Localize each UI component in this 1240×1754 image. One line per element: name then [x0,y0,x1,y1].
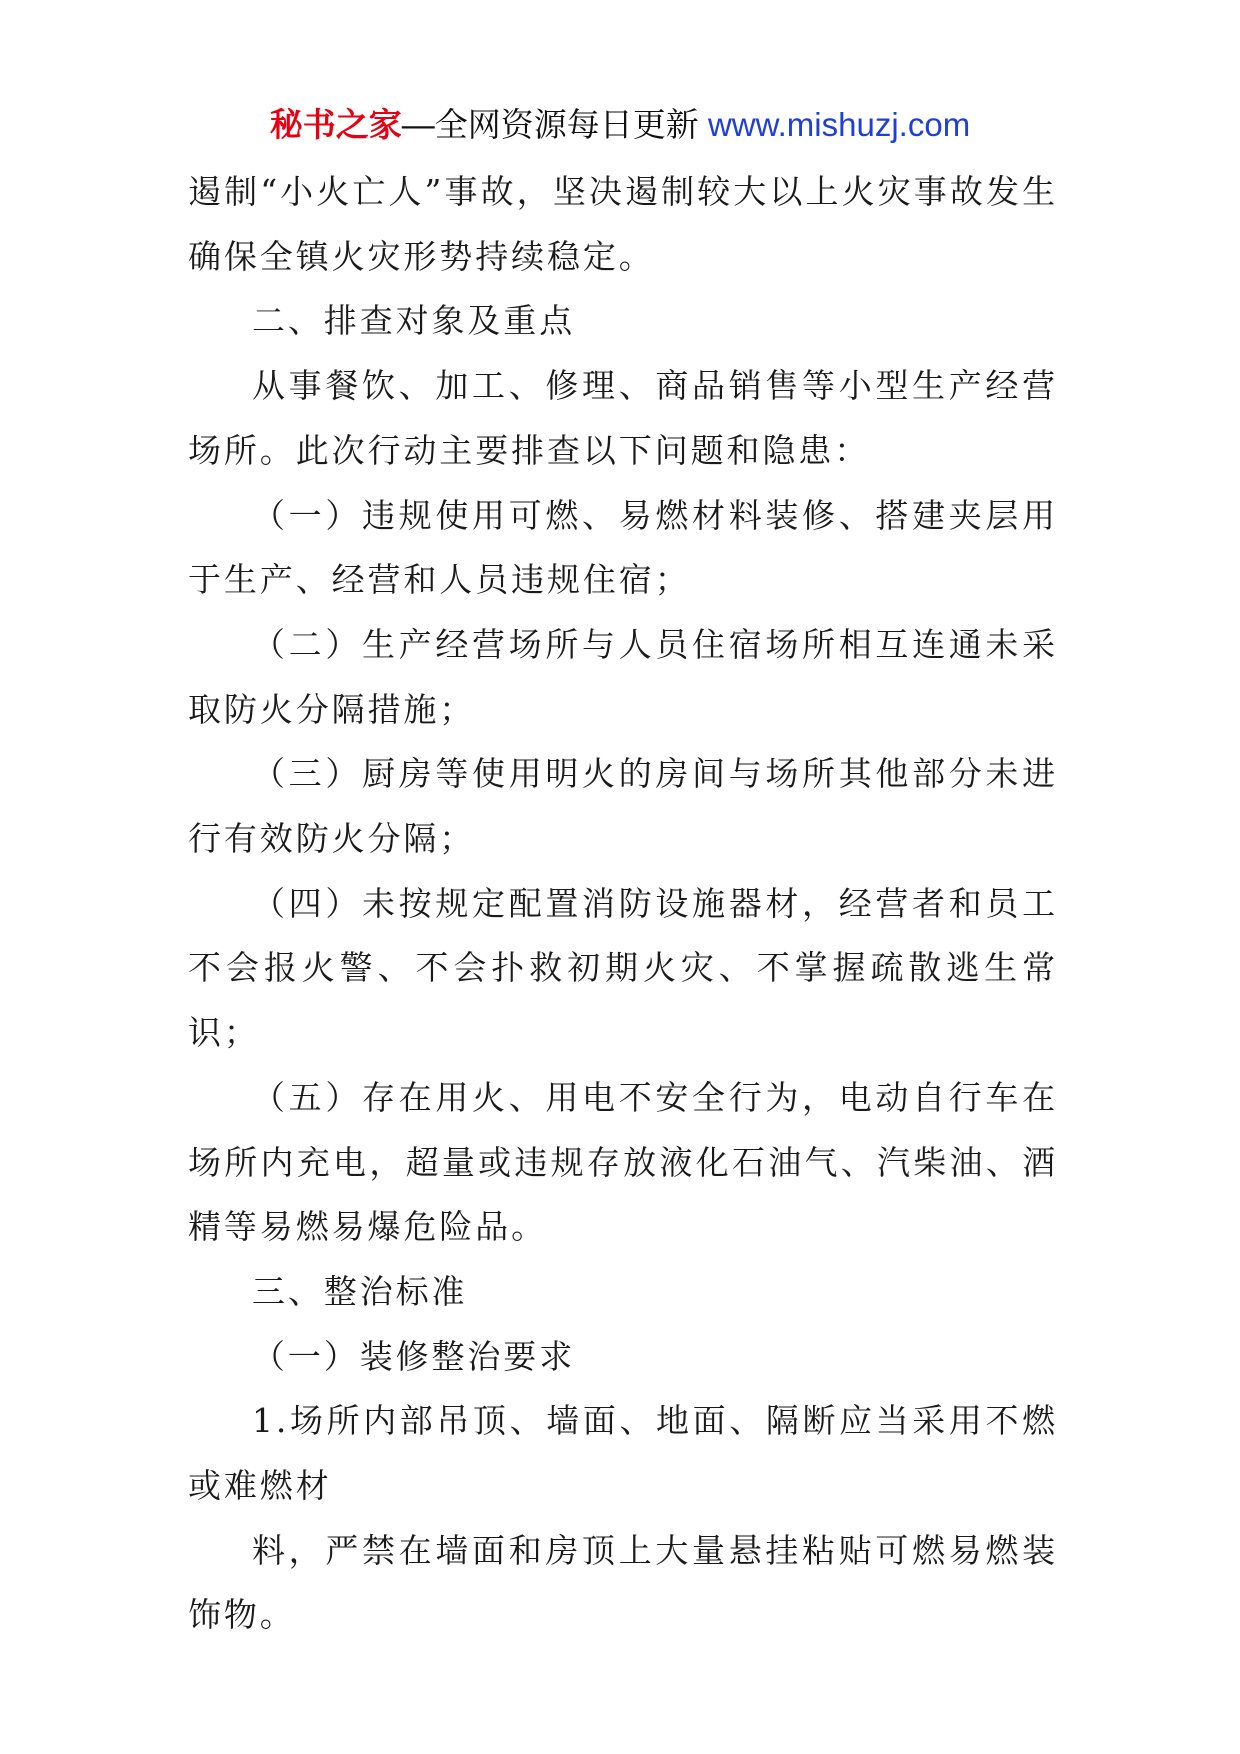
site-header [0,103,1240,147]
subsection-heading-1: （一）装修整治要求 [252,1336,576,1376]
document-body [188,160,1058,1648]
list-item-1: （一）违规使用可燃、易燃材料装修、搭建夹层用于生产、经营和人员违规住宿； [188,495,1058,600]
section-heading-3: 三、整治标准 [252,1271,468,1311]
paragraph-intro-continuation: 遏制“小火亡人”事故，坚决遏制较大以上火灾事故发生确保全镇火灾形势持续稳定。 [188,172,1058,276]
site-slogan: —全网资源每日更新 [401,106,699,143]
site-brand: 秘书之家 [269,106,402,143]
list-item-5: （五）存在用火、用电不安全行为，电动自行车在场所内充电，超量或违规存放液化石油气、汽柴油、酒精等易燃易爆危险品。 [188,1077,1058,1247]
list-item-2: （二）生产经营场所与人员住宿场所相互连通未采取防火分隔措施； [188,624,1058,729]
paragraph-scope: 从事餐饮、加工、修理、商品销售等小型生产经营场所。此次行动主要排查以下问题和隐患： [188,366,1058,470]
list-item-4: （四）未按规定配置消防设施器材，经营者和员工不会报火警、不会扑救初期火灾、不掌握疏散逃生常识； [188,883,1058,1053]
site-url-link[interactable]: www.mishuzj.com [707,106,971,143]
list-item-3: （三）厨房等使用明火的房间与场所其他部分未进行有效防火分隔； [188,754,1058,859]
section-heading-2: 二、排查对象及重点 [252,301,576,341]
standard-item-1: 1.场所内部吊顶、墙面、地面、隔断应当采用不燃或难燃材 [188,1401,1058,1506]
standard-item-1-continued: 料，严禁在墙面和房顶上大量悬挂粘贴可燃易燃装饰物。 [188,1530,1058,1635]
